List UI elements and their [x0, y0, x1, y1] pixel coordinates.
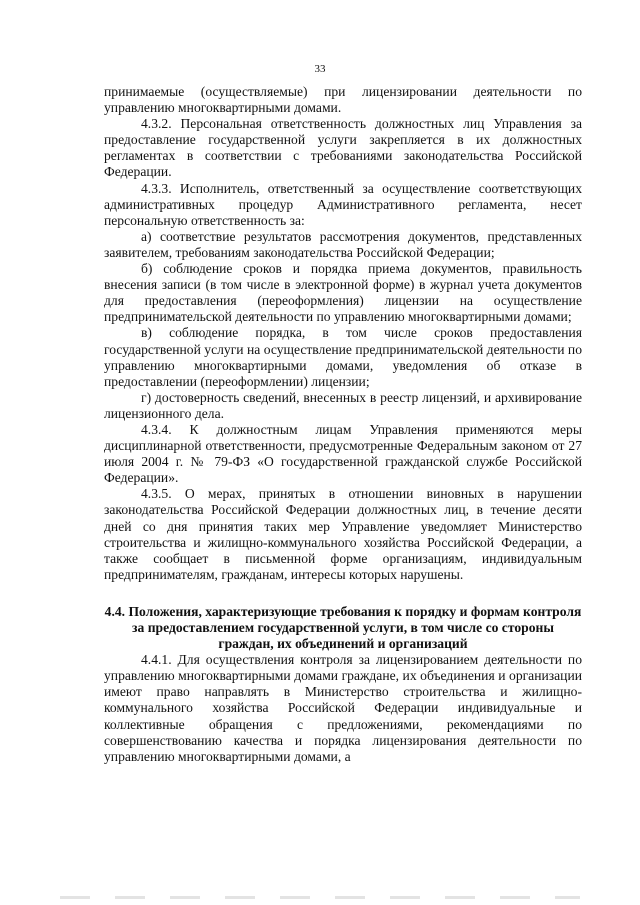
section-heading-4-4: 4.4. Положения, характеризующие требования к порядку и формам контроля за предоставлением государственной услуги, в том числе со стороны граждан, их объединений и организаций [104, 603, 582, 652]
paragraph-4-4-1: 4.4.1. Для осуществления контроля за лицензированием деятельности по управлению многоквартирными домами граждане, их объединения и организации имеют право направлять в Министерство строительства и жилищно-коммунального хозяйства Российской Федерации индивидуальные и коллективные обращения с предложениями, рекомендациями по совершенствованию качества и порядка лицензирования деятельности по управлению многоквартирными домами, а [104, 652, 582, 764]
paragraph-4-3-5: 4.3.5. О мерах, принятых в отношении виновных в нарушении законодательства Российской Федерации должностных лиц, в течение десяти дней со дня принятия таких мер Управление уведомляет Министерство строительства и жилищно-коммунального хозяйства Российской Федерации, а также сообщает в письменной форме организациям, индивидуальным предпринимателям, гражданам, интересы которых нарушены. [104, 486, 582, 582]
list-item-v: в) соблюдение порядка, в том числе сроков предоставления государственной услуги на осуществление предпринимательской деятельности по управлению многоквартирными домами, уведомления об отказе в предоставлении (переоформлении) лицензии; [104, 325, 582, 389]
list-item-g: г) достоверность сведений, внесенных в реестр лицензий, и архивирование лицензионного дела. [104, 389, 582, 421]
document-body [104, 84, 582, 765]
list-item-b: б) соблюдение сроков и порядка приема документов, правильность внесения записи (в том числе в электронной форме) в журнал учета документов для предоставления (переоформления) лицензии на осуществление предпринимательской деятельности по управлению многоквартирными домами; [104, 261, 582, 325]
list-item-a: а) соответствие результатов рассмотрения документов, представленных заявителем, требованиям законодательства Российской Федерации; [104, 228, 582, 260]
paragraph-4-3-3: 4.3.3. Исполнитель, ответственный за осуществление соответствующих административных процедур Административного регламента, несет персональную ответственность за: [104, 180, 582, 228]
page-number: 33 [314, 63, 326, 75]
paragraph-continuation: принимаемые (осуществляемые) при лицензировании деятельности по управлению многоквартирными домами. [104, 84, 582, 116]
paragraph-4-3-2: 4.3.2. Персональная ответственность должностных лиц Управления за предоставление государственной услуги закрепляется в их должностных регламентах в соответствии с требованиями законодательства Российской Федерации. [104, 116, 582, 180]
paragraph-4-3-4: 4.3.4. К должностным лицам Управления применяются меры дисциплинарной ответственности, предусмотренные Федеральным законом от 27 июля 2004 г. № 79-ФЗ «О государственной гражданской службе Российской Федерации». [104, 421, 582, 486]
scan-edge-artifact [60, 896, 580, 899]
